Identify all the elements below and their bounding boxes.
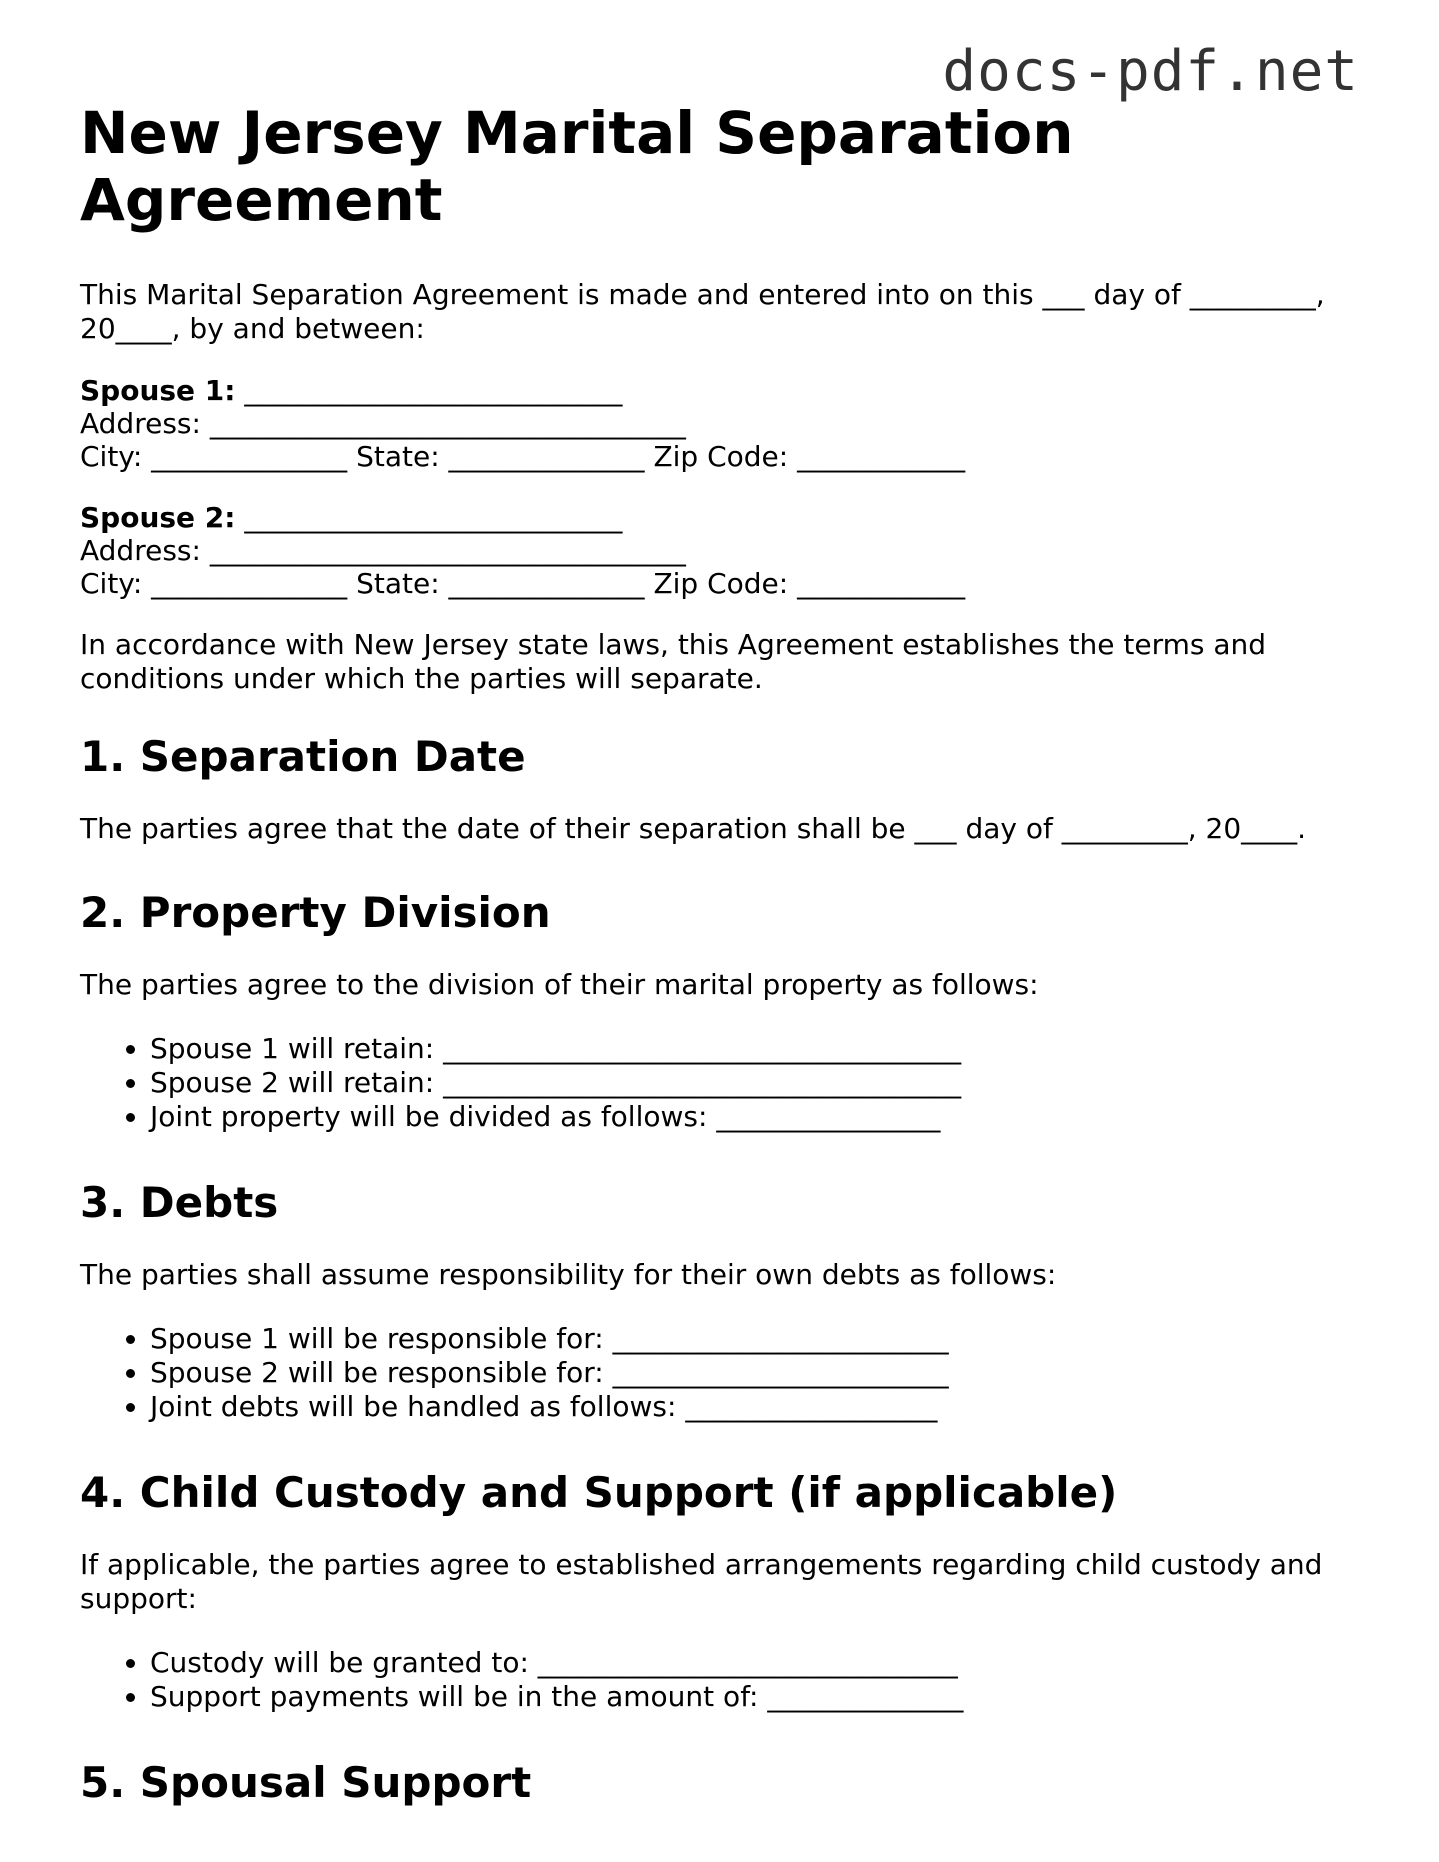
- spouse-1-state: State: ______________: [347, 440, 645, 473]
- section-2-heading: 2. Property Division: [80, 888, 551, 937]
- section-4-text: If applicable, the parties agree to established arrangements regarding child custody and support:: [80, 1548, 1323, 1615]
- list-item: • Custody will be granted to: ______________________________: [150, 1646, 1370, 1680]
- spouse-2-location-line: [80, 567, 1370, 600]
- spouse-1-name-blank: ___________________________: [235, 374, 623, 407]
- list-item: • Joint property will be divided as follows: ________________: [150, 1100, 1370, 1134]
- spouse-1-label: Spouse 1:: [80, 374, 236, 407]
- section-5-heading: 5. Spousal Support: [80, 1758, 532, 1807]
- watermark: docs-pdf.net: [942, 39, 1359, 104]
- spouse-1-location-line: [80, 440, 1370, 473]
- spouse-2-label: Spouse 2:: [80, 501, 236, 534]
- section-2-list: [80, 1032, 1370, 1134]
- section-3-list: [80, 1322, 1370, 1424]
- section-3-heading: 3. Debts: [80, 1178, 279, 1227]
- section-3-text: The parties shall assume responsibility for their own debts as follows:: [80, 1258, 1057, 1291]
- list-item: • Joint debts will be handled as follows: __________________: [150, 1390, 1370, 1424]
- spouse-1-zip: Zip Code: ____________: [644, 440, 966, 473]
- section-1-heading: 1. Separation Date: [80, 732, 526, 781]
- section-4-heading: 4. Child Custody and Support (if applicable): [80, 1468, 1118, 1517]
- spouse-2-block: [80, 501, 1370, 600]
- document-title: New Jersey Marital Separation Agreement: [80, 99, 1074, 234]
- spouse-2-zip: Zip Code: ____________: [644, 567, 966, 600]
- spouse-1-name-line: [80, 374, 1370, 407]
- list-item: • Spouse 2 will retain: _____________________________________: [150, 1066, 1370, 1100]
- section-2-text: The parties agree to the division of their marital property as follows:: [80, 968, 1039, 1001]
- accordance-paragraph: In accordance with New Jersey state laws, this Agreement establishes the terms and conditions under which the parties will separate.: [80, 628, 1267, 695]
- spouse-2-city: City: ______________: [80, 567, 348, 600]
- spouse-2-name-blank: ___________________________: [235, 501, 623, 534]
- spouse-1-block: [80, 374, 1370, 473]
- section-1-text: The parties agree that the date of their separation shall be ___ day of _________, 20____.: [80, 812, 1307, 845]
- spouse-1-address-line: Address: __________________________________: [80, 407, 686, 440]
- document-page: [80, 100, 1370, 1838]
- list-item: • Spouse 1 will be responsible for: ________________________: [150, 1322, 1370, 1356]
- list-item: • Spouse 1 will retain: _____________________________________: [150, 1032, 1370, 1066]
- list-item: • Support payments will be in the amount of: ______________: [150, 1680, 1370, 1714]
- spouse-2-address-line: Address: __________________________________: [80, 534, 686, 567]
- spouse-1-city: City: ______________: [80, 440, 348, 473]
- section-4-list: [80, 1646, 1370, 1714]
- list-item: • Spouse 2 will be responsible for: ________________________: [150, 1356, 1370, 1390]
- spouse-2-name-line: [80, 501, 1370, 534]
- intro-paragraph: This Marital Separation Agreement is made and entered into on this ___ day of _________, 20____, by and between:: [80, 278, 1325, 345]
- spouse-2-state: State: ______________: [347, 567, 645, 600]
